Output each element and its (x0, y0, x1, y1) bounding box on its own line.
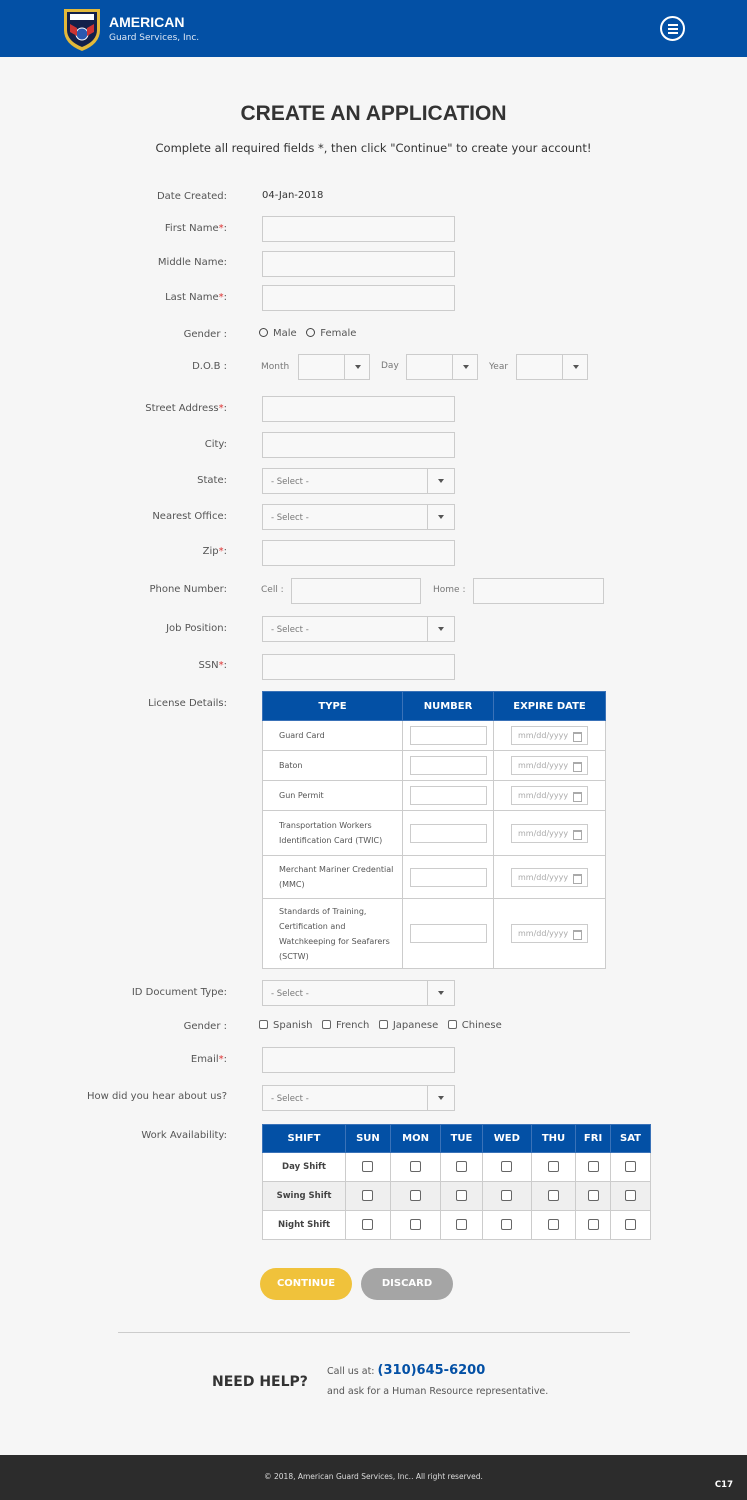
license-number-input[interactable] (410, 756, 487, 775)
footer (0, 1455, 747, 1500)
continue-button[interactable]: CONTINUE (260, 1268, 352, 1300)
language-spanish-checkbox[interactable]: Spanish (259, 1020, 313, 1031)
col-fri: FRI (576, 1125, 611, 1153)
brand-subtitle: Guard Services, Inc. (109, 33, 200, 43)
availability-checkbox[interactable] (501, 1161, 512, 1172)
gender-label: Gender : (183, 329, 227, 340)
office-label: Nearest Office: (152, 511, 227, 522)
page-title: CREATE AN APPLICATION (240, 102, 507, 125)
page-code: C17 (714, 1480, 733, 1490)
col-sat: SAT (611, 1125, 651, 1153)
license-type: Transportation Workers Identification Card (TWIC) (263, 811, 403, 856)
expire-date-input[interactable]: mm/dd/yyyy (511, 756, 588, 775)
date-created-value: 04-Jan-2018 (262, 190, 324, 201)
street-input[interactable] (262, 396, 455, 422)
state-select[interactable]: - Select - (262, 468, 455, 494)
gender-female-radio[interactable]: Female (306, 328, 356, 339)
work-availability-table (262, 1124, 651, 1240)
ssn-input[interactable] (262, 654, 455, 680)
expire-date-input[interactable]: mm/dd/yyyy (511, 786, 588, 805)
email-input[interactable] (262, 1047, 455, 1073)
availability-checkbox[interactable] (625, 1161, 636, 1172)
language-french-checkbox[interactable]: French (322, 1020, 369, 1031)
home-label: Home : (433, 585, 466, 595)
dob-label: D.O.B : (192, 361, 227, 372)
license-number-input[interactable] (410, 924, 487, 943)
availability-checkbox[interactable] (410, 1219, 421, 1230)
col-sun: SUN (346, 1125, 391, 1153)
id-doc-select[interactable]: - Select - (262, 980, 455, 1006)
street-label: Street Address*: (145, 403, 227, 414)
table-row (263, 721, 606, 751)
home-phone-input[interactable] (473, 578, 604, 604)
middle-name-input[interactable] (262, 251, 455, 277)
availability-checkbox[interactable] (625, 1190, 636, 1201)
license-type: Gun Permit (263, 781, 403, 811)
availability-checkbox[interactable] (362, 1161, 373, 1172)
last-name-input[interactable] (262, 285, 455, 311)
license-label: License Details: (148, 698, 227, 709)
copyright: © 2018, American Guard Services, Inc.. All right reserved. (264, 1472, 483, 1481)
license-type: Baton (263, 751, 403, 781)
city-input[interactable] (262, 432, 455, 458)
table-row (263, 751, 606, 781)
license-number-input[interactable] (410, 868, 487, 887)
hear-select[interactable]: - Select - (262, 1085, 455, 1111)
gender-male-radio[interactable]: Male (259, 328, 297, 339)
call-us: Call us at: (310)645-6200 (327, 1363, 486, 1378)
availability-checkbox[interactable] (362, 1219, 373, 1230)
license-number-input[interactable] (410, 824, 487, 843)
table-row (263, 781, 606, 811)
license-type: Guard Card (263, 721, 403, 751)
license-type: Standards of Training, Certification and Watchkeeping for Seafarers (SCTW) (263, 899, 403, 969)
col-mon: MON (390, 1125, 441, 1153)
work-label: Work Availability: (141, 1130, 227, 1141)
discard-button[interactable]: DISCARD (361, 1268, 453, 1300)
shift-name: Night Shift (263, 1211, 346, 1240)
availability-checkbox[interactable] (501, 1190, 512, 1201)
first-name-input[interactable] (262, 216, 455, 242)
language-japanese-checkbox[interactable]: Japanese (379, 1020, 438, 1031)
availability-checkbox[interactable] (362, 1190, 373, 1201)
need-help-title: NEED HELP? (212, 1374, 308, 1390)
page-subtitle: Complete all required fields *, then click "Continue" to create your account! (155, 141, 592, 155)
company-logo[interactable] (62, 6, 102, 52)
gender-radio-group (259, 328, 356, 339)
availability-checkbox[interactable] (456, 1190, 467, 1201)
day-select[interactable] (406, 354, 478, 380)
license-table (262, 691, 606, 969)
header (0, 0, 747, 57)
ssn-label: SSN*: (198, 660, 227, 671)
help-note: and ask for a Human Resource representative. (327, 1386, 549, 1397)
col-expire: EXPIRE DATE (494, 692, 606, 721)
year-select[interactable] (516, 354, 588, 380)
availability-checkbox[interactable] (588, 1190, 599, 1201)
middle-name-label: Middle Name: (157, 257, 227, 268)
shift-name: Swing Shift (263, 1182, 346, 1211)
id-doc-label: ID Document Type: (131, 987, 227, 998)
license-number-input[interactable] (410, 726, 487, 745)
availability-checkbox[interactable] (501, 1219, 512, 1230)
office-select[interactable]: - Select - (262, 504, 455, 530)
availability-checkbox[interactable] (456, 1161, 467, 1172)
day-label: Day (381, 361, 399, 371)
city-label: City: (204, 439, 227, 450)
state-label: State: (197, 475, 227, 486)
table-row (263, 899, 606, 969)
availability-checkbox[interactable] (588, 1161, 599, 1172)
job-label: Job Position: (166, 623, 227, 634)
shift-name: Day Shift (263, 1153, 346, 1182)
job-select[interactable]: - Select - (262, 616, 455, 642)
license-number-input[interactable] (410, 786, 487, 805)
license-type: Merchant Mariner Credential (MMC) (263, 856, 403, 899)
col-shift: SHIFT (263, 1125, 346, 1153)
help-phone-link[interactable]: (310)645-6200 (377, 1363, 486, 1378)
expire-date-input[interactable]: mm/dd/yyyy (511, 868, 588, 887)
availability-checkbox[interactable] (548, 1161, 559, 1172)
date-created-label: Date Created: (156, 191, 227, 202)
col-type: TYPE (263, 692, 403, 721)
availability-checkbox[interactable] (548, 1219, 559, 1230)
cell-phone-input[interactable] (291, 578, 421, 604)
availability-checkbox[interactable] (625, 1219, 636, 1230)
table-row (263, 811, 606, 856)
table-row (263, 856, 606, 899)
email-label: Email*: (190, 1054, 227, 1065)
availability-checkbox[interactable] (410, 1190, 421, 1201)
col-wed: WED (482, 1125, 531, 1153)
brand-name: AMERICAN (109, 14, 185, 30)
languages-group (259, 1020, 502, 1031)
availability-checkbox[interactable] (456, 1219, 467, 1230)
availability-checkbox[interactable] (588, 1219, 599, 1230)
languages-label: Gender : (183, 1021, 227, 1032)
last-name-label: Last Name*: (165, 292, 227, 303)
zip-label: Zip*: (202, 546, 227, 557)
year-label: Year (489, 362, 509, 372)
divider (118, 1332, 630, 1333)
month-select[interactable] (298, 354, 370, 380)
phone-label: Phone Number: (149, 584, 227, 595)
table-row (263, 1182, 651, 1211)
first-name-label: First Name*: (164, 223, 227, 234)
table-row (263, 1153, 651, 1182)
availability-checkbox[interactable] (548, 1190, 559, 1201)
availability-checkbox[interactable] (410, 1161, 421, 1172)
col-number: NUMBER (403, 692, 494, 721)
cell-label: Cell : (261, 585, 284, 595)
table-row (263, 1211, 651, 1240)
language-chinese-checkbox[interactable]: Chinese (448, 1020, 502, 1031)
col-tue: TUE (441, 1125, 482, 1153)
expire-date-input[interactable]: mm/dd/yyyy (511, 924, 588, 943)
expire-date-input[interactable]: mm/dd/yyyy (511, 824, 588, 843)
zip-input[interactable] (262, 540, 455, 566)
expire-date-input[interactable]: mm/dd/yyyy (511, 726, 588, 745)
hear-label: How did you hear about us? (87, 1091, 227, 1102)
col-thu: THU (531, 1125, 575, 1153)
month-label: Month (261, 362, 290, 372)
menu-button[interactable] (660, 16, 685, 41)
